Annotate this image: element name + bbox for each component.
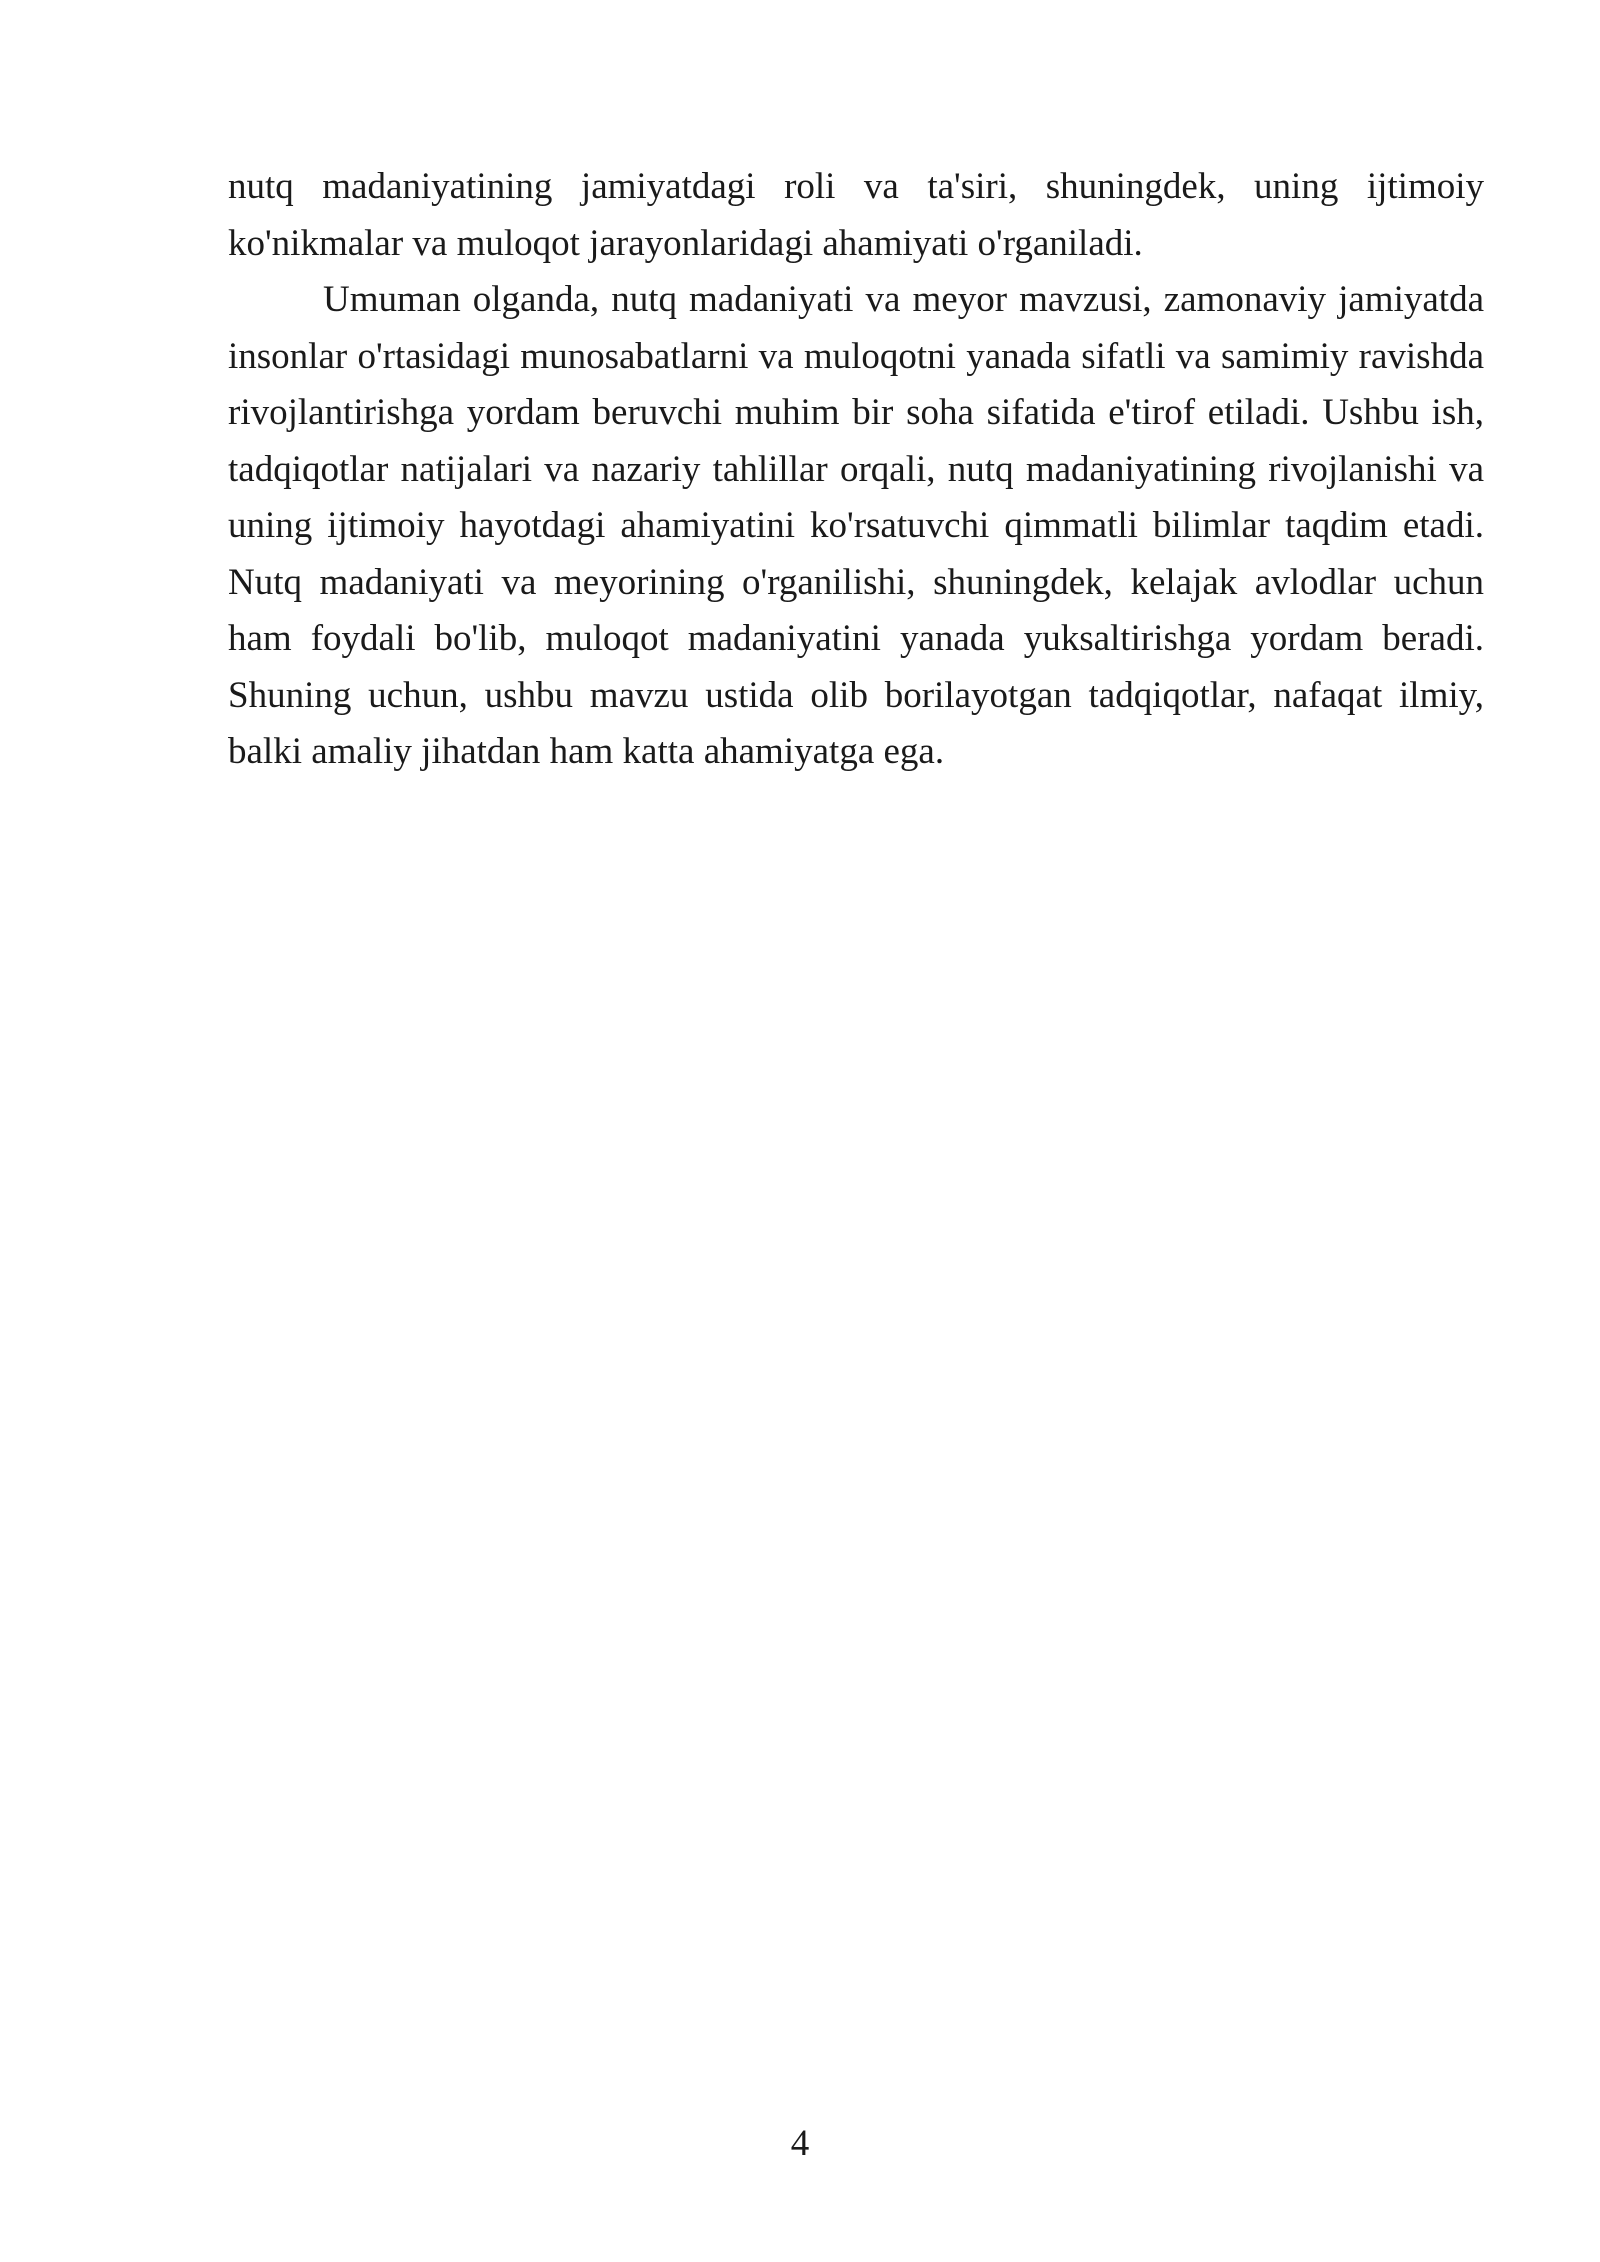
paragraph-conclusion: Umuman olganda, nutq madaniyati va meyor mavzusi, zamonaviy jamiyatda insonlar o'rtasidagi munosabatlarni va muloqotni yanada sifatli va samimiy ravishda rivojlantirishga yordam beruvchi muhim bir soha sifatida e'tirof etiladi. Ushbu ish, tadqiqotlar natijalari va nazariy tahlillar orqali, nutq madaniyatining rivojlanishi va uning ijtimoiy hayotdagi ahamiyatini ko'rsatuvchi qimmatli bilimlar taqdim etadi. Nutq madaniyati va meyorining o'rganilishi, shuningdek, kelajak avlodlar uchun ham foydali bo'lib, muloqot madaniyatini yanada yuksaltirishga yordam beradi. Shuning uchun, ushbu mavzu ustida olib borilayotgan tadqiqotlar, nafaqat ilmiy, balki amaliy jihatdan ham katta ahamiyatga ega. xyxy=(228,279,1484,772)
body-text xyxy=(228,159,1484,781)
paragraph-continued: nutq madaniyatining jamiyatdagi roli va ta'siri, shuningdek, uning ijtimoiy ko'nikmalar va muloqot jarayonlaridagi ahamiyati o'rganiladi. xyxy=(228,166,1484,264)
page-number: 4 xyxy=(790,2123,810,2164)
